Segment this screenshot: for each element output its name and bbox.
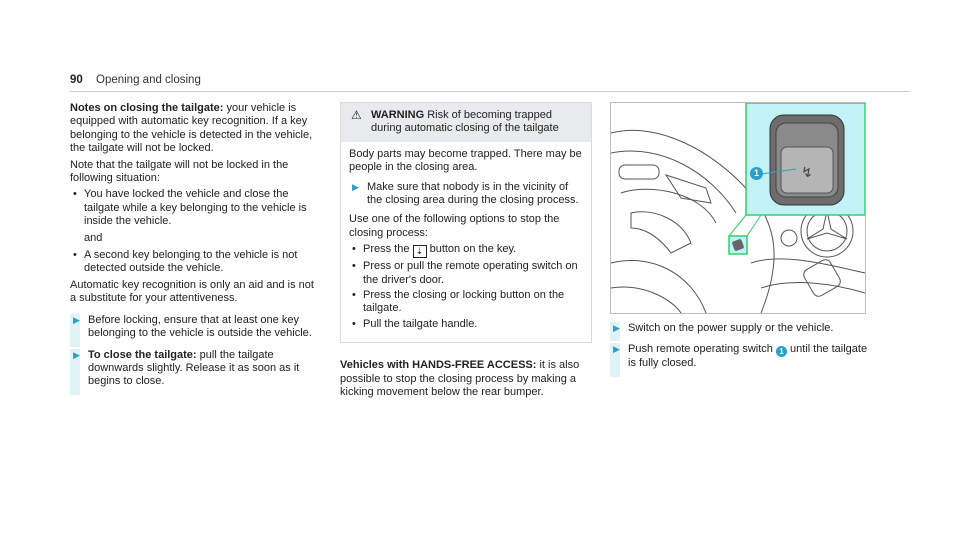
step-text: Make sure that nobody is in the vicinity of the closing area during the closing process. [367,180,579,207]
step-power-supply [610,322,870,335]
situation-list-2 [70,249,322,276]
callout-1-inline: 1 [776,346,787,357]
step-text: until the tailgate is fully closed. [628,343,868,370]
svg-text:↯: ↯ [801,165,813,181]
play-arrow-icon: ▶ [613,323,620,333]
situation-list [70,188,322,228]
door-panel-drawing [611,103,865,313]
option-text: Press the [363,243,413,256]
door-switch-illustration [610,102,866,314]
options-intro: Use one of the following options to stop the closing process: [349,213,560,239]
section-title: Opening and closing [96,74,201,86]
step-text: Before locking, ensure that at least one key belonging to the vehicle is outside the vehicle. [88,313,312,340]
warning-step [349,181,583,208]
step-text: Switch on the power supply or the vehicle. [628,322,834,334]
warning-title: Risk of becoming trapped during automatic closing of the tailgate [371,109,559,135]
list-item [349,243,583,258]
step-before-locking [70,314,322,341]
step-text: pull the tailgate downwards slightly. Release it as soon as it begins to close. [88,348,300,388]
step-close-tailgate [70,349,322,389]
hands-free-paragraph [340,359,592,399]
warning-triangle-icon: ⚠ [351,108,362,122]
tailgate-key-icon: ⇣ [413,245,427,258]
column-middle [340,102,592,403]
notes-title: Notes on closing the tailgate: [70,102,224,114]
page-number: 90 [70,74,83,86]
notes-text: your vehicle is equipped with automatic key recognition. If a key belonging to the vehicle is detected in the vehicle, the tailgate will not be locked. [70,102,313,155]
notes-paragraph [70,102,322,156]
warning-body [341,142,591,342]
warning-header [341,103,591,142]
list-item: • Pull the tailgate handle. [349,318,583,331]
hands-free-text: it is also possible to stop the closing process by making a kicking movement below the rear bumper. [340,359,580,399]
play-arrow-icon: ▶ [73,314,80,325]
callout-1: 1 [750,167,763,180]
option-text: button on the key. [426,243,517,256]
and-text: and [84,231,103,244]
warning-label: WARNING [371,109,425,121]
list-item: • You have locked the vehicle and close the tailgate while a key belonging to the vehicle is inside the vehicle. [70,188,322,228]
list-item: • A second key belonging to the vehicle is not detected outside the vehicle. [70,249,322,276]
note-intro: Note that the tailgate will not be locked in the following situation: [70,158,289,185]
hands-free-title: Vehicles with HANDS-FREE ACCESS: [340,359,537,372]
list-item: • Press or pull the remote operating switch on the driver's door. [349,260,583,287]
play-arrow-icon: ▶ [613,344,620,355]
list-item: • Press the closing or locking button on the tailgate. [349,289,583,316]
step-text: Push remote operating switch [628,343,776,356]
step-title: To close the tailgate: [88,348,197,361]
page-header [70,74,201,87]
warning-body-text: Body parts may become trapped. There may be people in the closing area. [349,147,582,174]
header-rule [70,91,910,92]
step-push-switch [610,343,870,370]
play-arrow-icon: ▶ [352,181,359,192]
column-right-text [610,320,870,379]
play-arrow-icon: ▶ [73,349,80,360]
column-left [70,102,322,397]
options-list [349,243,583,331]
warning-box [340,102,592,343]
auto-recognition-text: Automatic key recognition is only an aid and is not a substitute for your attentiveness. [70,278,314,305]
